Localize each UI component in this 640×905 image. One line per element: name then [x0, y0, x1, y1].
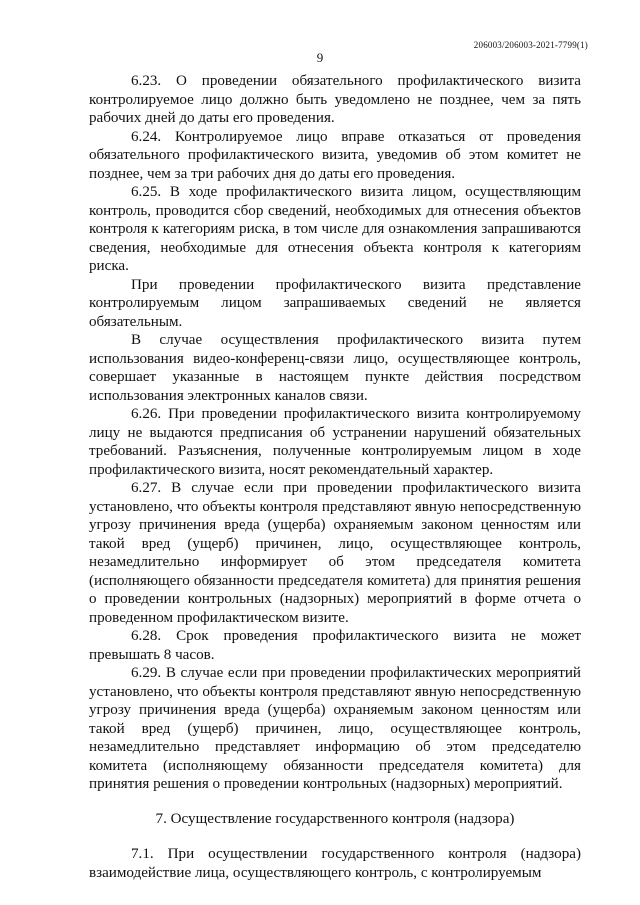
paragraph-6-29: 6.29. В случае если при проведении профилактических мероприятий установлено, что объекты контроля представляют явную непосредственную угрозу причинения вреда (ущерба) охраняемым законом ценностям или такой вред (ущерб) причинен, лицо, осуществляющее контроль, незамедлительно представляет информацию об этом председателю комитета (исполняющему обязанности председателя комитета) для принятия решения о проведении контрольных (надзорных) мероприятий.	[89, 665, 581, 792]
paragraph-7-1: 7.1. При осуществлении государственного контроля (надзора) взаимодействие лица, осуществляющего контроль, с контролируемым	[89, 846, 581, 881]
document-body	[89, 72, 581, 882]
paragraph-6-23: 6.23. О проведении обязательного профилактического визита контролируемое лицо должно быть уведомлено не позднее, чем за пять рабочих дней до даты его проведения.	[89, 73, 581, 126]
page-number: 9	[316, 50, 324, 65]
paragraph-6-24: 6.24. Контролируемое лицо вправе отказаться от проведения обязательного профилактического визита, уведомив об этом комитет не позднее, чем за три рабочих дня до даты его проведения.	[89, 128, 581, 182]
paragraph-6-25-video: В случае осуществления профилактического визита путем использования видео-конференц-связи лицо, осуществляющее контроль, совершает указанные в настоящем пункте действия посредством использования электронных каналов связи.	[89, 332, 581, 404]
document-id: 206003/206003-2021-7799(1)	[473, 40, 588, 50]
section-heading: 7. Осуществление государственного контроля (надзора)	[155, 810, 515, 827]
paragraph-6-27: 6.27. В случае если при проведении профилактического визита установлено, что объекты контроля представляют явную непосредственную угрозу причинения вреда (ущерба) охраняемым законом ценностям или такой вред (ущерб) причинен, лицо, осуществляющее контроль, незамедлительно информирует об этом председателя комитета (исполняющего обязанности председателя комитета) для принятия решения о проведении контрольных (надзорных) мероприятий в форме отчета о проведенном профилактическом визите.	[89, 480, 581, 626]
paragraph-6-26: 6.26. При проведении профилактического визита контролируемому лицу не выдаются предписания об устранении нарушений обязательных требований. Разъяснения, полученные контролируемым лицом в ходе профилактического визита, носят рекомендательный характер.	[89, 406, 581, 478]
paragraph-6-25-info: При проведении профилактического визита представление контролируемым лицом запрашиваемых сведений не является обязательным.	[89, 276, 581, 330]
paragraph-6-28: 6.28. Срок проведения профилактического визита не может превышать 8 часов.	[89, 628, 581, 663]
paragraph-6-25: 6.25. В ходе профилактического визита лицом, осуществляющим контроль, проводится сбор сведений, необходимых для отнесения объектов контроля к категориям риска, в том числе для ознакомления запрашиваются сведения, необходимые для отнесения объекта контроля к категориям риска.	[89, 184, 581, 274]
